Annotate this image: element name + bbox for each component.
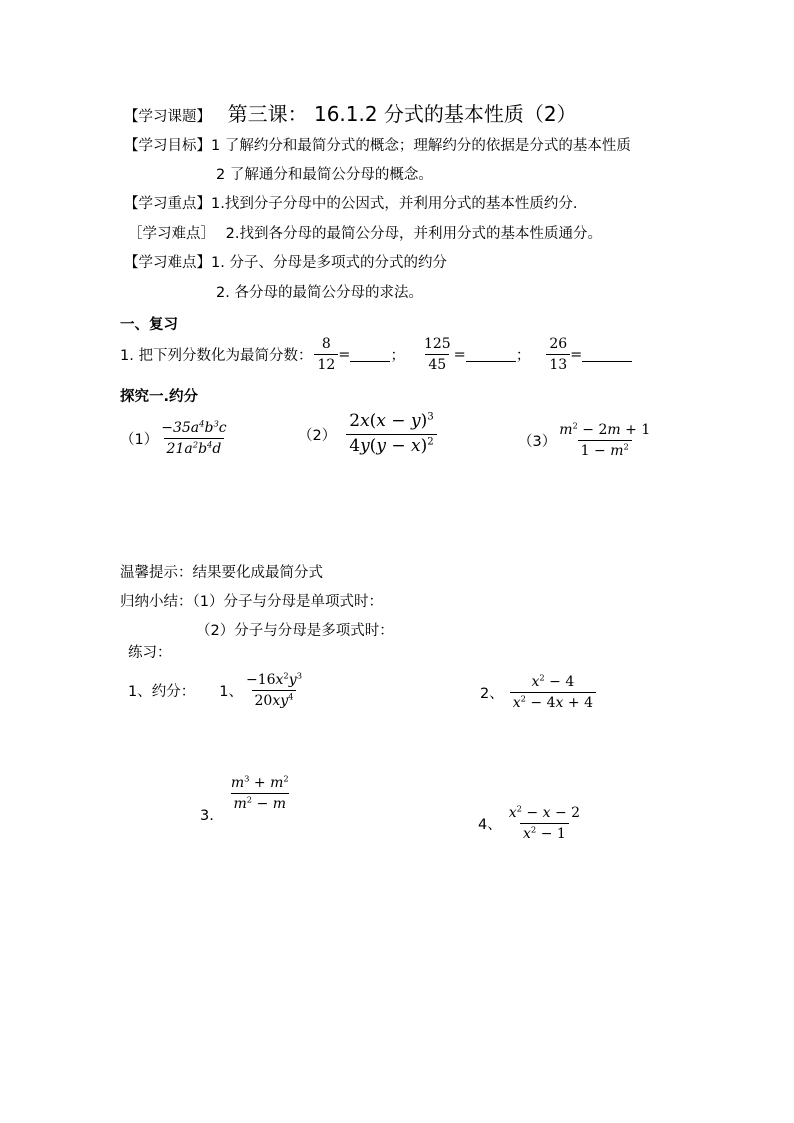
practice-fraction-1-den: $20xy^4$	[252, 690, 297, 709]
summary-line-1: 归纳小结：（1）分子与分母是单项式时：	[120, 594, 383, 610]
topic-tag: 【学习课题】	[124, 109, 211, 125]
summary-line-2: （2）分子与分母是多项式时：	[196, 623, 394, 639]
review-sep-1: ；	[390, 348, 405, 365]
explore-fraction-1-den: $21a^2b^4d$	[164, 438, 225, 457]
review-fraction-1-den: 12	[314, 354, 338, 373]
goals-row	[124, 134, 631, 155]
practice-heading: 练习：	[128, 645, 172, 661]
practice-fraction-3-num: $m^3 + m^2$	[230, 773, 289, 791]
practice-item-3	[200, 773, 292, 826]
explore-fraction-3-num: $m^2 - 2m + 1$	[559, 420, 651, 438]
practice-label-4: 4、	[478, 817, 502, 834]
difficulty-row-2	[124, 251, 447, 272]
review-equals-1: =	[338, 346, 351, 363]
practice-fraction-3-den: $m^2 - m$	[231, 793, 290, 812]
difficulty-line-1: 2.找到各分母的最简公分母，并利用分式的基本性质通分。	[225, 226, 602, 242]
practice-fraction-4	[506, 805, 583, 842]
focus-tag: 【学习重点】	[124, 196, 211, 212]
explore-heading: 探究一.约分	[120, 389, 199, 405]
practice-label-3: 3.	[200, 808, 214, 825]
difficulty2-line-1: 1. 分子、分母是多项式的分式的约分	[211, 255, 447, 271]
goals-line-1: 1 了解约分和最简分式的概念；理解约分的依据是分式的基本性质	[211, 138, 631, 154]
review-fraction-2-num: 125	[423, 336, 451, 352]
practice-item-4	[478, 805, 583, 842]
review-fraction-2-den: 45	[425, 354, 449, 373]
focus-row	[124, 192, 577, 213]
review-fraction-3	[546, 336, 570, 373]
review-fraction-1	[314, 336, 338, 373]
difficulty2-line-2: 2. 各分母的最简公分母的求法。	[216, 285, 423, 301]
practice-intro: 1、约分：	[128, 684, 196, 701]
practice-label-1: 1、	[219, 684, 243, 701]
explore-fraction-2-num: $2x(x - y)^3$	[349, 411, 434, 431]
difficulty-row-1	[128, 222, 602, 243]
goals-tag: 【学习目标】	[124, 138, 211, 154]
difficulty-tag-2: 【学习难点】	[124, 255, 211, 271]
practice-label-2: 2、	[480, 686, 504, 703]
focus-line-1: 1.找到分子分母中的公因式，并利用分式的基本性质约分.	[211, 196, 578, 212]
explore-fraction-2	[346, 412, 436, 456]
explore-label-2: （2）	[298, 427, 337, 444]
explore-item-1	[120, 420, 230, 457]
review-sep-2: ；	[515, 348, 531, 365]
practice-fraction-3	[228, 775, 292, 812]
answer-blank-1[interactable]	[350, 347, 390, 362]
practice-row-1	[128, 672, 305, 709]
review-equals-3: =	[570, 346, 583, 363]
practice-fraction-2-num: $x^2 - 4$	[531, 672, 575, 690]
practice-item-2	[480, 674, 596, 711]
practice-fraction-1-num: $-16x^2y^3$	[245, 670, 303, 688]
answer-blank-3[interactable]	[582, 347, 632, 362]
answer-blank-2[interactable]	[466, 347, 516, 362]
review-question: 1. 把下列分数化为最简分数：	[120, 348, 313, 365]
practice-fraction-4-den: $x^2 - 1$	[520, 823, 569, 842]
review-equals-2: =	[453, 346, 466, 363]
review-question-row	[120, 336, 632, 373]
explore-label-3: （3）	[518, 434, 557, 451]
practice-fraction-2	[510, 674, 596, 711]
practice-fraction-2-den: $x^2 - 4x + 4$	[510, 692, 596, 711]
hint-text: 温馨提示：结果要化成最简分式	[120, 565, 323, 581]
explore-fraction-2-den: $4y(y - x)^2$	[346, 434, 436, 457]
explore-fraction-3-den: $1 - m^2$	[578, 440, 632, 459]
review-heading: 一、复习	[120, 317, 178, 333]
practice-fraction-1	[243, 672, 305, 709]
review-fraction-3-num: 26	[549, 336, 568, 352]
review-fraction-1-num: 8	[321, 336, 331, 352]
explore-fraction-1-num: $-35a^4b^3c$	[161, 418, 227, 436]
review-fraction-3-den: 13	[546, 354, 570, 373]
explore-fraction-3	[556, 422, 653, 459]
explore-item-3	[518, 422, 653, 459]
lesson-title-row	[124, 98, 577, 127]
difficulty-tag-1: ［学习难点］	[128, 226, 215, 242]
explore-label-1: （1）	[120, 432, 159, 449]
explore-fraction-1	[158, 420, 229, 457]
page-title: 第三课： 16.1.2 分式的基本性质（2）	[227, 102, 577, 126]
practice-fraction-4-num: $x^2 - x - 2$	[508, 803, 581, 821]
explore-item-2	[298, 412, 437, 456]
review-fraction-2	[421, 336, 454, 373]
goals-line-2: 2 了解通分和最简公分母的概念。	[216, 167, 433, 183]
